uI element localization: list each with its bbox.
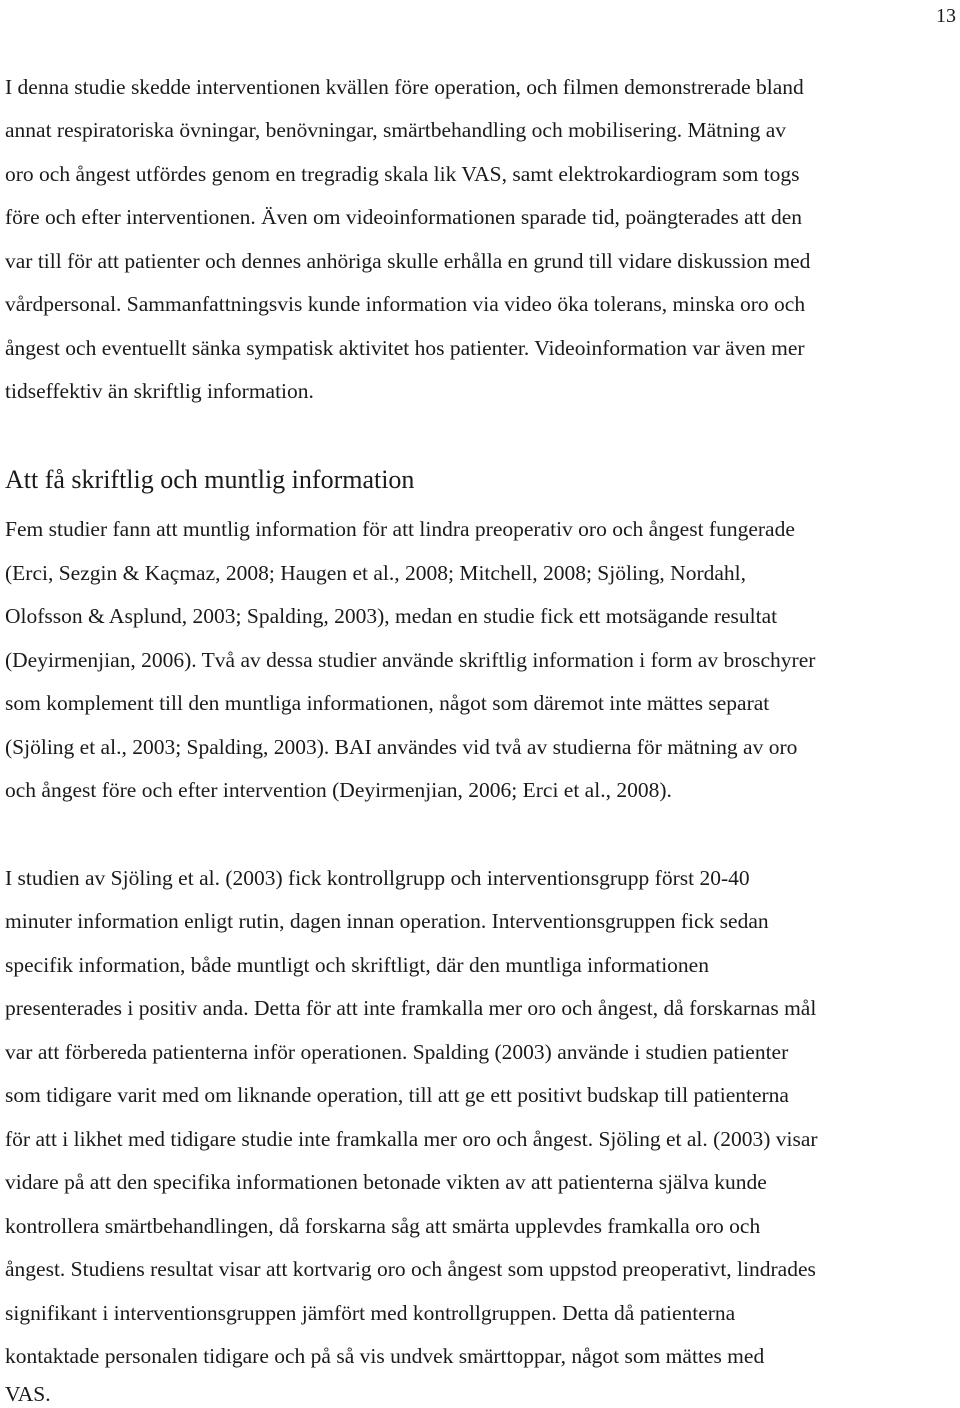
- text-line: för att i likhet med tidigare studie inte framkalla mer oro och ångest. Sjöling et al. (2003) visar: [5, 1127, 818, 1151]
- text-line: (Deyirmenjian, 2006). Två av dessa studier använde skriftlig information i form av broschyrer: [5, 648, 816, 672]
- text-line: tidseffektiv än skriftlig information.: [5, 379, 314, 403]
- text-line: vårdpersonal. Sammanfattningsvis kunde information via video öka tolerans, minska oro och: [5, 292, 806, 316]
- text-line: var att förbereda patienterna inför operationen. Spalding (2003) använde i studien patienter: [5, 1040, 789, 1064]
- page-number: 13: [936, 5, 956, 27]
- text-line: kontrollera smärtbehandlingen, då forskarna såg att smärta upplevdes framkalla oro och: [5, 1214, 761, 1238]
- section-heading: Att få skriftlig och muntlig information: [5, 465, 415, 494]
- text-line: presenterades i positiv anda. Detta för att inte framkalla mer oro och ångest, då forskarnas mål: [5, 996, 817, 1020]
- text-line: Fem studier fann att muntlig information för att lindra preoperativ oro och ångest fungerade: [5, 517, 795, 541]
- text-line: var till för att patienter och dennes anhöriga skulle erhålla en grund till vidare diskussion med: [5, 249, 811, 273]
- text-line: signifikant i interventionsgruppen jämfört med kontrollgruppen. Detta då patienterna: [5, 1301, 736, 1325]
- text-line: som komplement till den muntliga informationen, något som däremot inte mättes separat: [5, 691, 770, 715]
- text-line: oro och ångest utfördes genom en tregradig skala lik VAS, samt elektrokardiogram som togs: [5, 162, 800, 186]
- text-line: som tidigare varit med om liknande operation, till att ge ett positivt budskap till patienterna: [5, 1083, 789, 1107]
- text-line: ångest och eventuellt sänka sympatisk aktivitet hos patienter. Videoinformation var även mer: [5, 336, 805, 360]
- text-line: före och efter interventionen. Även om videoinformationen sparade tid, poängterades att den: [5, 205, 803, 229]
- text-line: VAS.: [5, 1382, 51, 1406]
- text-line: ångest. Studiens resultat visar att kortvarig oro och ångest som uppstod preoperativt, lindrades: [5, 1257, 816, 1281]
- text-line: vidare på att den specifika informationen betonade vikten av att patienterna själva kunde: [5, 1170, 767, 1194]
- text-line: minuter information enligt rutin, dagen innan operation. Interventionsgruppen fick sedan: [5, 909, 769, 933]
- text-line: I denna studie skedde interventionen kvällen före operation, och filmen demonstrerade bland: [5, 75, 804, 99]
- text-line: annat respiratoriska övningar, benövningar, smärtbehandling och mobilisering. Mätning av: [5, 118, 787, 142]
- text-line: I studien av Sjöling et al. (2003) fick kontrollgrupp och interventionsgrupp först 20-40: [5, 866, 750, 890]
- text-line: och ångest före och efter intervention (Deyirmenjian, 2006; Erci et al., 2008).: [5, 778, 672, 802]
- text-line: specifik information, både muntligt och skriftligt, där den muntliga informationen: [5, 953, 709, 977]
- text-line: (Sjöling et al., 2003; Spalding, 2003). BAI användes vid två av studierna för mätning av oro: [5, 735, 798, 759]
- text-line: (Erci, Sezgin & Kaçmaz, 2008; Haugen et al., 2008; Mitchell, 2008; Sjöling, Nordahl,: [5, 561, 746, 585]
- text-line: kontaktade personalen tidigare och på så vis undvek smärttoppar, något som mättes med: [5, 1344, 765, 1368]
- text-line: Olofsson & Asplund, 2003; Spalding, 2003), medan en studie fick ett motsägande resultat: [5, 604, 778, 628]
